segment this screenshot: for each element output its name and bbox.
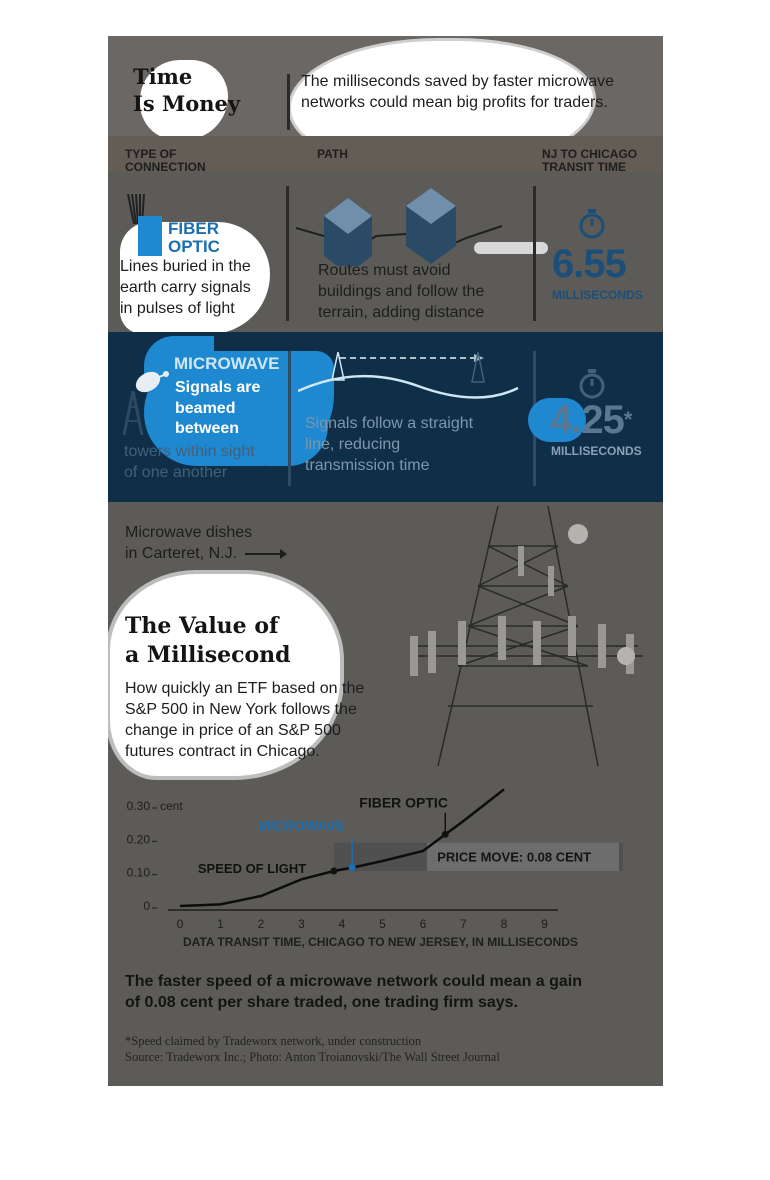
x-tick-label: 4 bbox=[338, 917, 346, 931]
x-tick-label: 2 bbox=[257, 917, 265, 931]
col-time-header: NJ TO CHICAGO TRANSIT TIME bbox=[542, 147, 638, 174]
microwave-path-description: Signals follow a straight line, reducing transmission time bbox=[305, 415, 474, 474]
microwave-time-unit: MILLISECONDS bbox=[551, 444, 642, 458]
row-divider-right bbox=[533, 186, 536, 321]
x-tick-label: 6 bbox=[419, 917, 427, 931]
page-title: Time Is Money bbox=[133, 64, 241, 116]
latency-chart bbox=[108, 776, 663, 966]
col-path-header: PATH bbox=[317, 147, 348, 161]
x-tick-label: 3 bbox=[298, 917, 305, 931]
fiber-label: FIBER OPTIC bbox=[168, 219, 220, 256]
title-divider bbox=[287, 74, 290, 130]
source-credit: Source: Tradeworx Inc.; Photo: Anton Troianovski/The Wall Street Journal bbox=[125, 1050, 500, 1064]
row-divider-left bbox=[286, 186, 289, 321]
highlight-blob-path bbox=[474, 242, 548, 254]
value-section-title: The Value of a Millisecond bbox=[125, 613, 291, 668]
header-subtitle: The milliseconds saved by faster microwave networks could mean big profits for traders. bbox=[301, 73, 615, 111]
value-section-description: How quickly an ETF based on the S&P 500 in New York follows the change in price of an S&P 500 futures contract in Chicago. bbox=[125, 680, 365, 760]
infographic-panel bbox=[108, 36, 663, 1086]
fiber-time-unit: MILLISECONDS bbox=[552, 288, 643, 302]
x-tick-label: 9 bbox=[541, 917, 548, 931]
tower-icon bbox=[120, 391, 146, 440]
stopwatch-icon bbox=[577, 208, 607, 245]
fiber-time-value: 6.55 bbox=[552, 242, 626, 286]
y-unit-label: cent bbox=[160, 799, 183, 813]
fiber-cable-icon bbox=[138, 216, 162, 256]
col-type-header: TYPE OF CONNECTION bbox=[125, 147, 206, 174]
fiber-path-illustration bbox=[296, 176, 506, 266]
y-tick-label: 0.20 bbox=[126, 832, 150, 847]
marker-point bbox=[330, 868, 337, 875]
x-tick-label: 0 bbox=[176, 917, 184, 931]
marker-label-microwave: MICROWAVE bbox=[258, 817, 345, 834]
fiber-path-description: Routes must avoid buildings and follow the terrain, adding distance bbox=[318, 262, 485, 321]
conclusion-text: The faster speed of a microwave network could mean a gain of 0.08 cent per share traded, one trading firm says. bbox=[125, 973, 583, 1011]
y-tick-label: 0.30 bbox=[126, 799, 150, 813]
x-tick-label: 8 bbox=[500, 917, 508, 931]
x-tick-label: 7 bbox=[460, 917, 467, 931]
microwave-divider-left bbox=[288, 351, 291, 486]
x-tick-label: 5 bbox=[379, 917, 386, 931]
caption-arrow-icon bbox=[245, 553, 285, 555]
microwave-description-bottom: towers within sight of one another bbox=[124, 443, 255, 481]
footnote: *Speed claimed by Tradeworx network, under construction bbox=[125, 1034, 422, 1048]
x-tick-label: 1 bbox=[217, 917, 224, 931]
photo-caption: Microwave dishes in Carteret, N.J. bbox=[125, 522, 285, 564]
y-tick-label: 0 bbox=[143, 899, 150, 913]
y-tick-label: 0.10 bbox=[126, 865, 150, 880]
price-move-label: PRICE MOVE: 0.08 CENT bbox=[437, 849, 592, 865]
fiber-description: Lines buried in the earth carry signals in pulses of light bbox=[120, 258, 251, 317]
marker-label-speed-of-light: SPEED OF LIGHT bbox=[197, 861, 307, 876]
microwave-time-value: 4.25* bbox=[550, 398, 632, 442]
tower-photo bbox=[398, 506, 663, 766]
marker-label-fiber-optic: FIBER OPTIC bbox=[359, 794, 448, 811]
microwave-path-illustration bbox=[298, 346, 528, 411]
microwave-label: MICROWAVE bbox=[174, 354, 280, 373]
x-axis-title: DATA TRANSIT TIME, CHICAGO TO NEW JERSEY, IN MILLISECONDS bbox=[183, 935, 578, 949]
microwave-description-top: Signals are beamed between bbox=[175, 379, 261, 437]
